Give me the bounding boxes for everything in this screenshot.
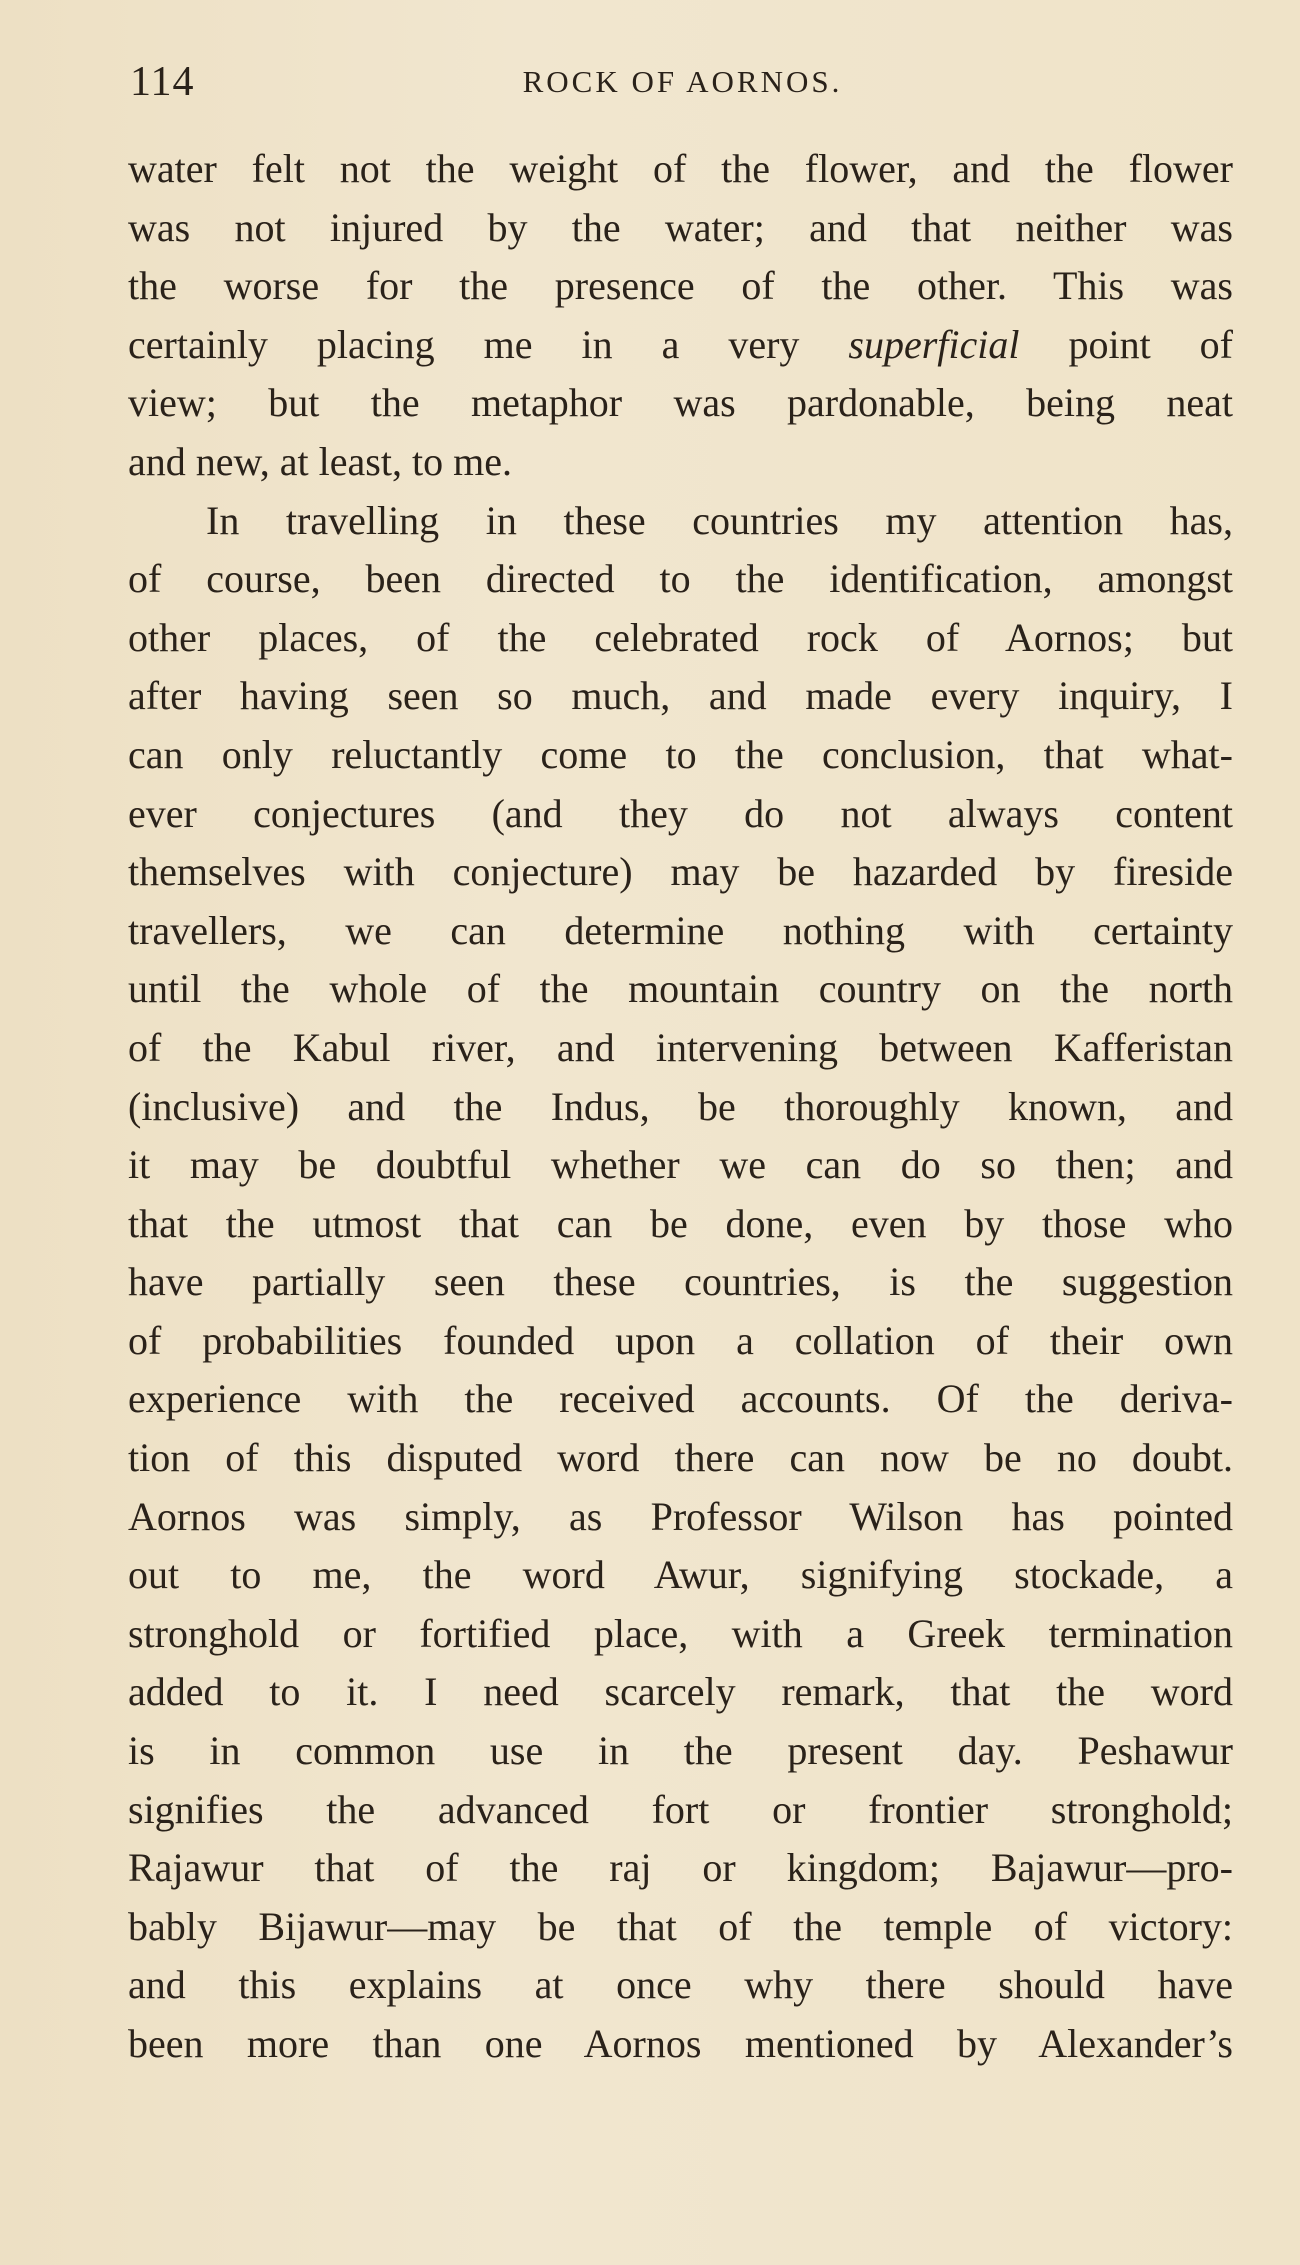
running-title: ROCK OF AORNOS. (522, 64, 843, 99)
text-line: is in common use in the present day. Peshawur (128, 1728, 1233, 1774)
page-header (130, 58, 1235, 118)
text-line: have partially seen these countries, is the suggestion (128, 1259, 1233, 1305)
text-line: bably Bijawur—may be that of the temple of victory: (128, 1903, 1233, 1949)
paragraph-first-line: In travelling in these countries my attention has, (206, 497, 1233, 543)
text-line: of probabilities founded upon a collation of their own (128, 1317, 1233, 1363)
text-line: view; but the metaphor was pardonable, being neat (128, 380, 1233, 426)
text-line: of the Kabul river, and intervening between Kafferistan (128, 1024, 1233, 1070)
text-line: that the utmost that can be done, even by those who (128, 1200, 1233, 1246)
text-line: can only reluctantly come to the conclusion, that what- (128, 731, 1233, 777)
text-line: travellers, we can determine nothing with certainty (128, 907, 1233, 953)
text-line: after having seen so much, and made every inquiry, I (128, 673, 1233, 719)
text-line: out to me, the word Awur, signifying stockade, a (128, 1552, 1233, 1598)
text-line: the worse for the presence of the other. This was (128, 263, 1233, 309)
body-text (128, 140, 1233, 2074)
text-line: themselves with conjecture) may be hazarded by fireside (128, 849, 1233, 895)
text-line: was not injured by the water; and that neither was (128, 204, 1233, 250)
text-line: ever conjectures (and they do not always content (128, 790, 1233, 836)
text-line: other places, of the celebrated rock of Aornos; but (128, 614, 1233, 660)
text-line (128, 316, 1233, 375)
page-number: 114 (130, 59, 195, 105)
text-line: and new, at least, to me. (128, 438, 512, 484)
text-line: Aornos was simply, as Professor Wilson has pointed (128, 1493, 1233, 1539)
text-line: been more than one Aornos mentioned by Alexander’s (128, 2021, 1233, 2066)
text-line: added to it. I need scarcely remark, that the word (128, 1669, 1233, 1715)
text-line: of course, been directed to the identification, amongst (128, 556, 1233, 602)
text-segment: certainly placing me in a very (128, 321, 849, 367)
italic-word: superficial (848, 321, 1020, 367)
text-line: stronghold or fortified place, with a Greek termination (128, 1610, 1233, 1656)
text-line: it may be doubtful whether we can do so then; and (128, 1142, 1233, 1188)
text-line: water felt not the weight of the flower, and the flower (128, 146, 1233, 191)
text-line: experience with the received accounts. Of the deriva- (128, 1376, 1233, 1422)
text-line: tion of this disputed word there can now be no doubt. (128, 1435, 1233, 1481)
text-segment: point of (1019, 321, 1233, 367)
text-line: (inclusive) and the Indus, be thoroughly known, and (128, 1083, 1233, 1129)
text-line: Rajawur that of the raj or kingdom; Bajawur—pro- (128, 1845, 1233, 1891)
text-line: signifies the advanced fort or frontier stronghold; (128, 1786, 1233, 1832)
text-line: until the whole of the mountain country on the north (128, 966, 1233, 1012)
text-line: and this explains at once why there should have (128, 1962, 1233, 2008)
